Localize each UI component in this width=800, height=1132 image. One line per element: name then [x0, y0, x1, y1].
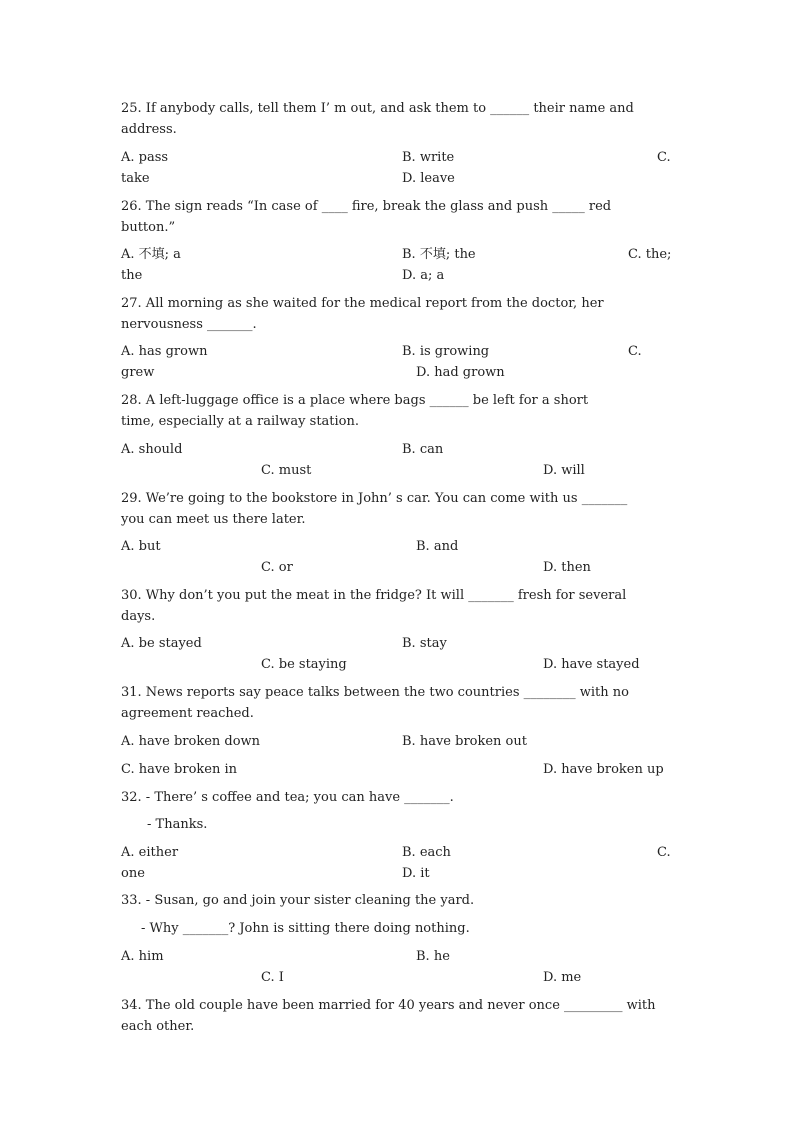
- question-27-option-a: A. has grown: [121, 344, 208, 359]
- question-31-option-d: D. have broken up: [543, 762, 664, 777]
- question-28-option-a: A. should: [121, 442, 183, 457]
- question-29-option-d: D. then: [543, 560, 591, 575]
- question-29-stem: 29. We’re going to the bookstore in John’ s car. You can come with us _______: [121, 491, 628, 506]
- question-30-option-b: B. stay: [402, 636, 447, 651]
- question-32-option-c-text: one: [121, 866, 145, 881]
- question-28-option-b: B. can: [402, 442, 444, 457]
- question-28-stem: 28. A left-luggage office is a place where bags ______ be left for a short: [121, 393, 589, 408]
- question-27-option-d: D. had grown: [416, 365, 505, 380]
- question-29-stem-cont: you can meet us there later.: [121, 512, 306, 527]
- question-26-option-b: B. 不填; the: [402, 247, 476, 262]
- question-28-stem-cont: time, especially at a railway station.: [121, 414, 360, 429]
- question-30-stem-cont: days.: [121, 609, 156, 624]
- question-26-option-d: D. a; a: [402, 268, 445, 283]
- question-33-option-c: C. I: [261, 970, 284, 985]
- question-32-option-b: B. each: [402, 845, 451, 860]
- question-27-option-c-text: grew: [121, 365, 155, 380]
- question-31-stem: 31. News reports say peace talks between the two countries ________ with no: [121, 685, 629, 700]
- question-32-option-c-letter: C.: [657, 845, 671, 860]
- question-33-stem: 33. - Susan, go and join your sister cleaning the yard.: [121, 893, 475, 908]
- question-33-option-d: D. me: [543, 970, 582, 985]
- question-34-stem: 34. The old couple have been married for 40 years and never once _________ with: [121, 998, 656, 1013]
- question-26-stem-cont: button.”: [121, 220, 176, 235]
- question-27-option-c-letter: C.: [628, 344, 642, 359]
- question-30-option-a: A. be stayed: [121, 636, 202, 651]
- question-25-stem: 25. If anybody calls, tell them I’ m out, and ask them to ______ their name and: [121, 101, 634, 116]
- question-30-option-c: C. be staying: [261, 657, 347, 672]
- question-32-option-d: D. it: [402, 866, 430, 881]
- question-25-option-b: B. write: [402, 150, 455, 165]
- question-25-option-c-text: take: [121, 171, 150, 186]
- question-28-option-c: C. must: [261, 463, 312, 478]
- question-34-stem-cont: each other.: [121, 1019, 195, 1034]
- question-31-option-a: A. have broken down: [121, 734, 261, 749]
- question-26-option-c: C. the;: [628, 247, 672, 262]
- question-26-option-a: A. 不填; a: [121, 247, 181, 262]
- question-25-option-a: A. pass: [121, 150, 169, 165]
- question-30-option-d: D. have stayed: [543, 657, 640, 672]
- question-30-stem: 30. Why don’t you put the meat in the fridge? It will _______ fresh for several: [121, 588, 627, 603]
- question-33-option-b: B. he: [416, 949, 450, 964]
- question-29-option-b: B. and: [416, 539, 459, 554]
- question-29-option-c: C. or: [261, 560, 293, 575]
- question-31-option-c: C. have broken in: [121, 762, 238, 777]
- question-25-stem-cont: address.: [121, 122, 177, 137]
- question-25-option-c-letter: C.: [657, 150, 671, 165]
- question-28-option-d: D. will: [543, 463, 585, 478]
- question-27-stem: 27. All morning as she waited for the medical report from the doctor, her: [121, 296, 604, 311]
- question-25-option-d: D. leave: [402, 171, 455, 186]
- question-31-option-b: B. have broken out: [402, 734, 527, 749]
- question-32-stem: 32. - There’ s coffee and tea; you can have _______.: [121, 790, 454, 805]
- question-33-option-a: A. him: [121, 949, 164, 964]
- question-26-option-c-cont: the: [121, 268, 143, 283]
- question-26-stem: 26. The sign reads “In case of ____ fire, break the glass and push _____ red: [121, 199, 612, 214]
- question-29-option-a: A. but: [121, 539, 161, 554]
- question-31-stem-cont: agreement reached.: [121, 706, 254, 721]
- question-27-stem-cont: nervousness _______.: [121, 317, 257, 332]
- question-33-reply: - Why _______? John is sitting there doing nothing.: [141, 921, 470, 936]
- question-27-option-b: B. is growing: [402, 344, 490, 359]
- question-32-reply: - Thanks.: [147, 817, 208, 832]
- question-32-option-a: A. either: [121, 845, 179, 860]
